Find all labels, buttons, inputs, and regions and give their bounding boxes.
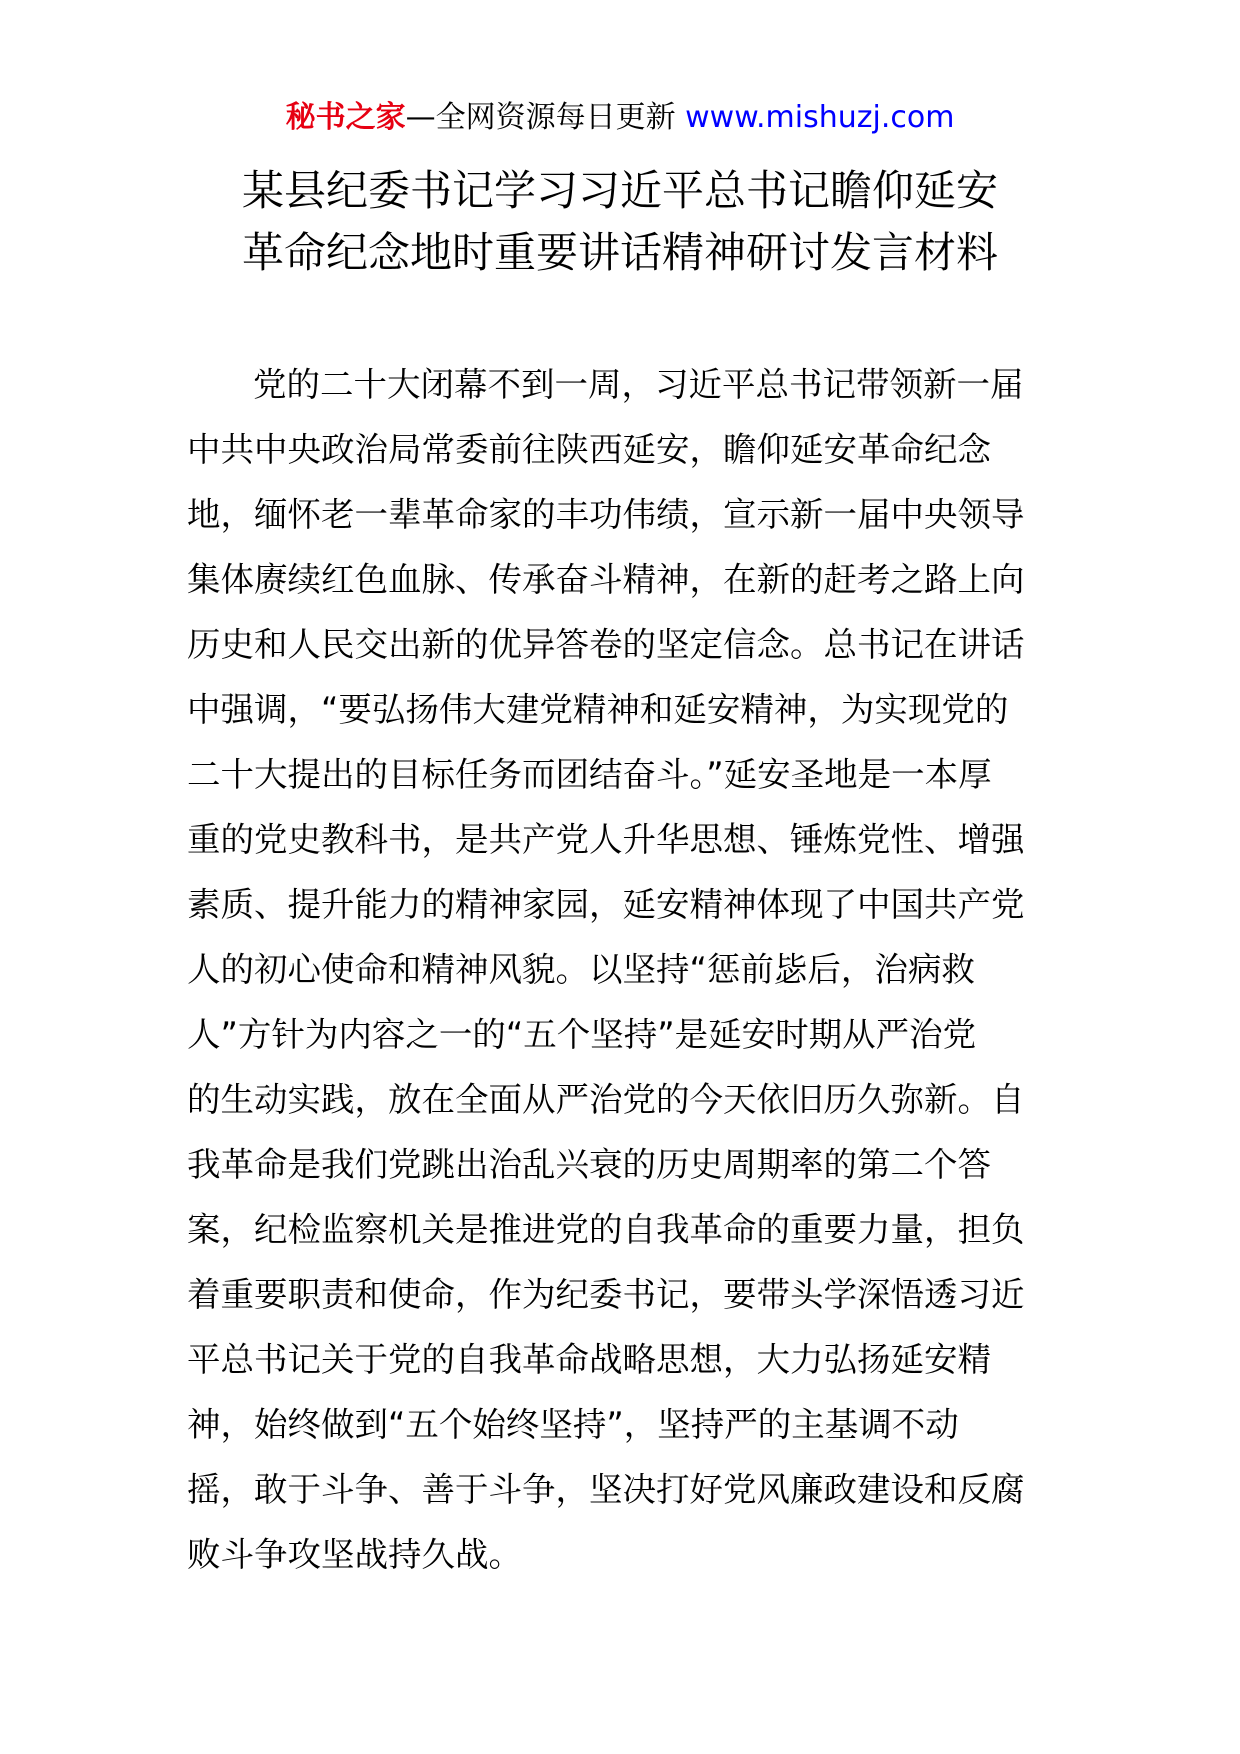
body-line: 党的二十大闭幕不到一周，习近平总书记带领新一届 xyxy=(253,365,1024,404)
body-line: 平总书记关于党的自我革命战略思想，大力弘扬延安精 xyxy=(187,1340,991,1379)
body-line: 败斗争攻坚战持久战。 xyxy=(187,1535,522,1574)
body-line: 神，始终做到“五个始终坚持”，坚持严的主基调不动 xyxy=(187,1405,959,1444)
body-line: 地，缅怀老一辈革命家的丰功伟绩，宣示新一届中央领导 xyxy=(187,495,1025,534)
body-line: 人”方针为内容之一的“五个坚持”是延安时期从严治党 xyxy=(187,1015,977,1054)
body-line: 中共中央政治局常委前往陕西延安，瞻仰延安革命纪念 xyxy=(187,430,991,469)
title-line-2: 革命纪念地时重要讲话精神研讨发言材料 xyxy=(241,228,998,277)
site-tagline: —全网资源每日更新 xyxy=(405,100,686,135)
body-line: 重的党史教科书，是共产党人升华思想、锤炼党性、增强 xyxy=(187,820,1025,859)
body-line: 案，纪检监察机关是推进党的自我革命的重要力量，担负 xyxy=(187,1210,1025,1249)
body-line: 着重要职责和使命，作为纪委书记，要带头学深悟透习近 xyxy=(187,1275,1025,1314)
site-header xyxy=(0,98,1240,138)
body-paragraph xyxy=(187,352,1055,1587)
body-line: 人的初心使命和精神风貌。以坚持“惩前毖后，治病救 xyxy=(187,950,975,989)
body-line: 集体赓续红色血脉、传承奋斗精神，在新的赶考之路上向 xyxy=(187,560,1025,599)
body-line: 素质、提升能力的精神家园，延安精神体现了中国共产党 xyxy=(187,885,1025,924)
body-line: 摇，敢于斗争、善于斗争，坚决打好党风廉政建设和反腐 xyxy=(187,1470,1025,1509)
document-title xyxy=(0,160,1240,284)
body-line: 的生动实践，放在全面从严治党的今天依旧历久弥新。自 xyxy=(187,1080,1025,1119)
title-line-1: 某县纪委书记学习习近平总书记瞻仰延安 xyxy=(241,166,998,215)
site-brand: 秘书之家 xyxy=(285,100,406,135)
site-url-link[interactable]: www.mishuzj.com xyxy=(685,100,955,135)
body-line: 历史和人民交出新的优异答卷的坚定信念。总书记在讲话 xyxy=(187,625,1025,664)
body-line: 二十大提出的目标任务而团结奋斗。”延安圣地是一本厚 xyxy=(187,755,992,794)
body-line: 中强调，“要弘扬伟大建党精神和延安精神，为实现党的 xyxy=(187,690,1009,729)
body-line: 我革命是我们党跳出治乱兴衰的历史周期率的第二个答 xyxy=(187,1145,991,1184)
